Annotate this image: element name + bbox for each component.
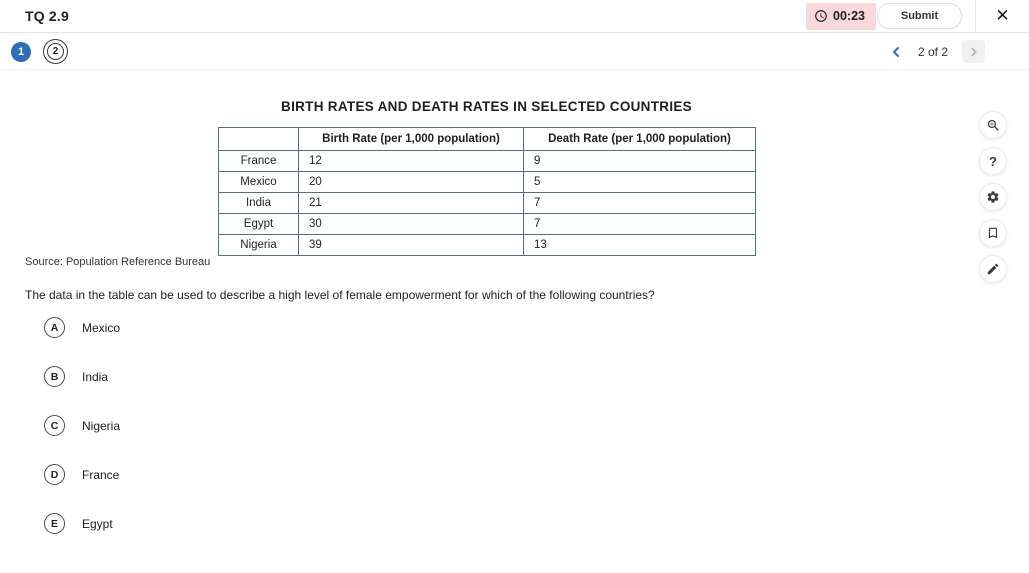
gear-icon bbox=[986, 190, 1000, 204]
option-letter-badge[interactable]: B bbox=[44, 366, 65, 387]
option-label: India bbox=[82, 369, 109, 384]
bookmark-button[interactable] bbox=[979, 219, 1007, 247]
option-letter-badge[interactable]: E bbox=[44, 513, 65, 534]
clock-icon bbox=[814, 9, 828, 23]
chevron-left-icon bbox=[888, 44, 904, 60]
cell-birth-rate: 21 bbox=[299, 193, 524, 214]
column-header-death-rate: Death Rate (per 1,000 population) bbox=[524, 128, 756, 151]
cell-death-rate: 7 bbox=[524, 193, 756, 214]
annotate-button[interactable] bbox=[979, 255, 1007, 283]
data-table bbox=[218, 127, 756, 256]
cell-birth-rate: 20 bbox=[299, 172, 524, 193]
previous-page-button[interactable] bbox=[888, 44, 904, 60]
question-text: The data in the table can be used to describe a high level of female empowerment for which of the following countries? bbox=[25, 288, 655, 302]
option-label: Egypt bbox=[82, 516, 113, 531]
close-icon: ✕ bbox=[995, 6, 1010, 25]
option-letter-badge[interactable]: D bbox=[44, 464, 65, 485]
cell-country: France bbox=[219, 151, 299, 172]
cell-birth-rate: 39 bbox=[299, 235, 524, 256]
cell-country: Nigeria bbox=[219, 235, 299, 256]
table-header-row bbox=[219, 128, 756, 151]
option-letter-badge[interactable]: C bbox=[44, 415, 65, 436]
cell-country: India bbox=[219, 193, 299, 214]
submit-button[interactable]: Submit bbox=[877, 3, 962, 29]
question-mark-icon: ? bbox=[989, 153, 997, 169]
chevron-right-icon bbox=[967, 45, 981, 59]
table-title: BIRTH RATES AND DEATH RATES IN SELECTED COUNTRIES bbox=[281, 99, 692, 114]
close-button[interactable] bbox=[976, 0, 1029, 32]
option-letter-badge[interactable]: A bbox=[44, 317, 65, 338]
answer-option-d[interactable] bbox=[44, 464, 119, 485]
option-label: Mexico bbox=[82, 320, 121, 335]
top-bar-right bbox=[806, 0, 1029, 32]
bookmark-icon bbox=[986, 226, 1000, 240]
cell-birth-rate: 12 bbox=[299, 151, 524, 172]
settings-button[interactable] bbox=[979, 183, 1007, 211]
cell-death-rate: 13 bbox=[524, 235, 756, 256]
cell-death-rate: 5 bbox=[524, 172, 756, 193]
timer-chip bbox=[806, 3, 876, 30]
next-page-button[interactable] bbox=[962, 40, 985, 63]
pagination bbox=[888, 40, 985, 63]
top-bar bbox=[0, 0, 1029, 33]
source-note: Source: Population Reference Bureau bbox=[25, 256, 211, 268]
answer-option-c[interactable] bbox=[44, 415, 120, 436]
page-indicator: 2 of 2 bbox=[917, 44, 948, 59]
question-dot-2[interactable] bbox=[43, 39, 68, 64]
option-label: France bbox=[82, 467, 120, 482]
answer-option-a[interactable] bbox=[44, 317, 120, 338]
cell-death-rate: 9 bbox=[524, 151, 756, 172]
table-row bbox=[219, 193, 756, 214]
pencil-icon bbox=[986, 262, 1000, 276]
question-nav-row bbox=[0, 34, 1029, 70]
magnifier-plus-icon bbox=[986, 118, 1001, 133]
help-button[interactable] bbox=[979, 147, 1007, 175]
timer-value: 00:23 bbox=[833, 9, 865, 23]
question-dot-1[interactable]: 1 bbox=[11, 42, 31, 62]
column-header-country bbox=[219, 128, 299, 151]
zoom-button[interactable] bbox=[979, 111, 1007, 139]
cell-country: Mexico bbox=[219, 172, 299, 193]
question-dot-2-inner: 2 bbox=[47, 43, 64, 60]
cell-death-rate: 7 bbox=[524, 214, 756, 235]
table-row bbox=[219, 214, 756, 235]
column-header-birth-rate: Birth Rate (per 1,000 population) bbox=[299, 128, 524, 151]
option-label: Nigeria bbox=[82, 418, 121, 433]
table-row bbox=[219, 151, 756, 172]
answer-option-e[interactable] bbox=[44, 513, 113, 534]
tool-column bbox=[979, 111, 1007, 283]
table-row bbox=[219, 235, 756, 256]
cell-birth-rate: 30 bbox=[299, 214, 524, 235]
answer-option-b[interactable] bbox=[44, 366, 108, 387]
cell-country: Egypt bbox=[219, 214, 299, 235]
table-row bbox=[219, 172, 756, 193]
app-title: TQ 2.9 bbox=[25, 8, 69, 24]
